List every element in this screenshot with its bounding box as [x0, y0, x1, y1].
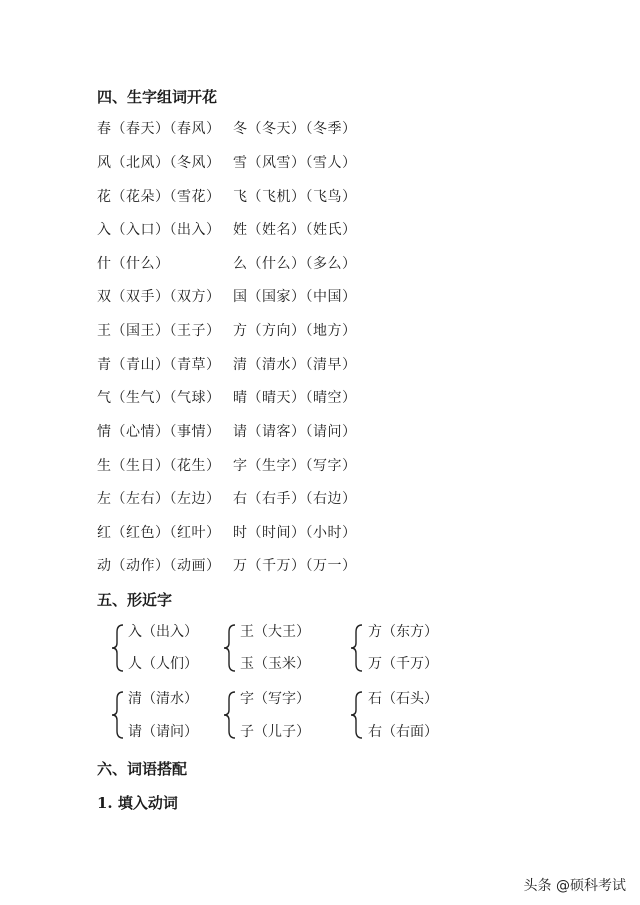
- left-brace-icon: [111, 624, 125, 672]
- section-4-title: 四、生字组词开花: [97, 88, 218, 106]
- word-group-right: 姓（姓名）（姓氏）: [233, 222, 357, 238]
- word-group-right: 字（生字）（写字）: [233, 458, 357, 474]
- similar-char-bottom: 玉（玉米）: [240, 656, 310, 672]
- word-group-left: 春（春天）（春风）: [97, 121, 221, 137]
- similar-char-top: 石（石头）: [368, 691, 438, 707]
- word-group-left: 生（生日）（花生）: [97, 458, 221, 474]
- word-group-left: 什（什么）: [97, 256, 170, 272]
- similar-char-bottom: 人（人们）: [128, 656, 198, 672]
- section-6-title: 六、词语搭配: [97, 760, 188, 778]
- word-group-right: 晴（晴天）（晴空）: [233, 390, 357, 406]
- word-group-left: 动（动作）（动画）: [97, 558, 221, 574]
- similar-char-top: 王（大王）: [240, 624, 310, 640]
- left-brace-icon: [350, 691, 364, 739]
- word-group-right: 飞（飞机）（飞鸟）: [233, 189, 357, 205]
- word-group-right: 国（国家）（中国）: [233, 289, 357, 305]
- similar-char-top: 入（出入）: [128, 624, 198, 640]
- word-group-left: 青（青山）（青草）: [97, 357, 221, 373]
- word-group-left: 气（生气）（气球）: [97, 390, 221, 406]
- word-group-right: 么（什么）（多么）: [233, 256, 357, 272]
- similar-char-top: 方（东方）: [368, 624, 438, 640]
- left-brace-icon: [223, 624, 237, 672]
- similar-char-bottom: 子（儿子）: [240, 724, 310, 740]
- section-6-subtitle: 1. 填入动词: [97, 794, 178, 812]
- word-group-right: 冬（冬天）（冬季）: [233, 121, 357, 137]
- left-brace-icon: [111, 691, 125, 739]
- similar-char-bottom: 请（请问）: [128, 724, 198, 740]
- word-group-left: 花（花朵）（雪花）: [97, 189, 221, 205]
- word-group-left: 双（双手）（双方）: [97, 289, 221, 305]
- word-group-right: 右（右手）（右边）: [233, 491, 357, 507]
- word-group-left: 入（入口）（出入）: [97, 222, 221, 238]
- similar-char-top: 清（清水）: [128, 691, 198, 707]
- similar-char-top: 字（写字）: [240, 691, 310, 707]
- left-brace-icon: [223, 691, 237, 739]
- word-group-right: 方（方向）（地方）: [233, 323, 357, 339]
- word-group-right: 时（时间）（小时）: [233, 525, 357, 541]
- word-group-right: 万（千万）（万一）: [233, 558, 357, 574]
- word-group-left: 风（北风）（冬风）: [97, 155, 221, 171]
- section-5-title: 五、形近字: [97, 591, 173, 609]
- word-group-right: 请（请客）（请问）: [233, 424, 357, 440]
- similar-char-bottom: 万（千万）: [368, 656, 438, 672]
- word-group-left: 红（红色）（红叶）: [97, 525, 221, 541]
- word-group-left: 情（心情）（事情）: [97, 424, 221, 440]
- left-brace-icon: [350, 624, 364, 672]
- similar-char-bottom: 右（右面）: [368, 724, 438, 740]
- word-group-left: 左（左右）（左边）: [97, 491, 221, 507]
- watermark: 头条 @硕科考试: [523, 878, 626, 894]
- word-group-left: 王（国王）（王子）: [97, 323, 221, 339]
- word-group-right: 清（清水）（清早）: [233, 357, 357, 373]
- word-group-right: 雪（风雪）（雪人）: [233, 155, 357, 171]
